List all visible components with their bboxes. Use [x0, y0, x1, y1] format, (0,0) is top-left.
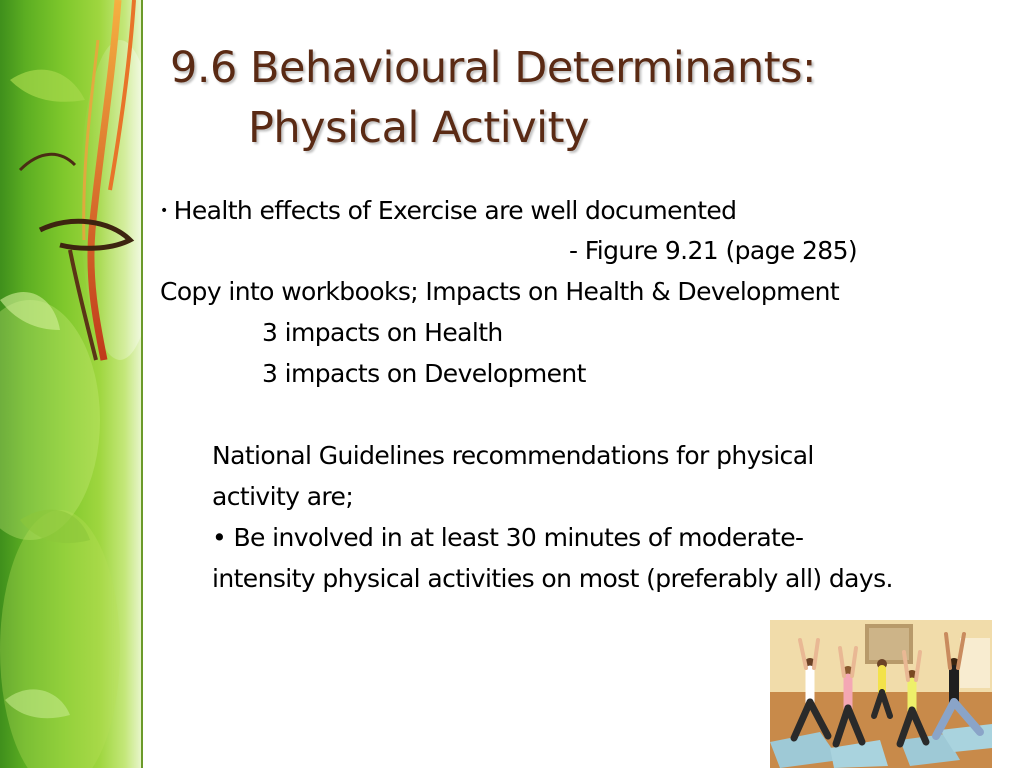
guidelines-intro: National Guidelines recommendations for physical: [212, 441, 814, 470]
panel-border: [141, 0, 143, 768]
title-line-2: Physical Activity: [248, 103, 589, 153]
slide-title: [170, 38, 816, 158]
title-line-1: 9.6 Behavioural Determinants:: [170, 43, 816, 93]
guideline-bullet-cont: intensity physical activities on most (preferably all) days.: [212, 564, 893, 593]
copy-instruction: Copy into workbooks; Impacts on Health & Development: [160, 277, 840, 306]
guideline-bullet: • Be involved in at least 30 minutes of moderate-: [212, 523, 804, 552]
impacts-health: 3 impacts on Health: [262, 318, 503, 347]
guidelines-intro-cont: activity are;: [212, 482, 354, 511]
bullet-marker: •: [160, 203, 168, 219]
figure-reference: - Figure 9.21 (page 285): [569, 236, 858, 265]
yoga-class-photo: [770, 620, 992, 768]
leaf-swirl-graphic: [0, 0, 142, 768]
bullet-health-effects: [160, 196, 736, 226]
health-effects-text: Health effects of Exercise are well documented: [173, 196, 737, 225]
impacts-development: 3 impacts on Development: [262, 359, 586, 388]
decorative-side-panel: [0, 0, 142, 768]
